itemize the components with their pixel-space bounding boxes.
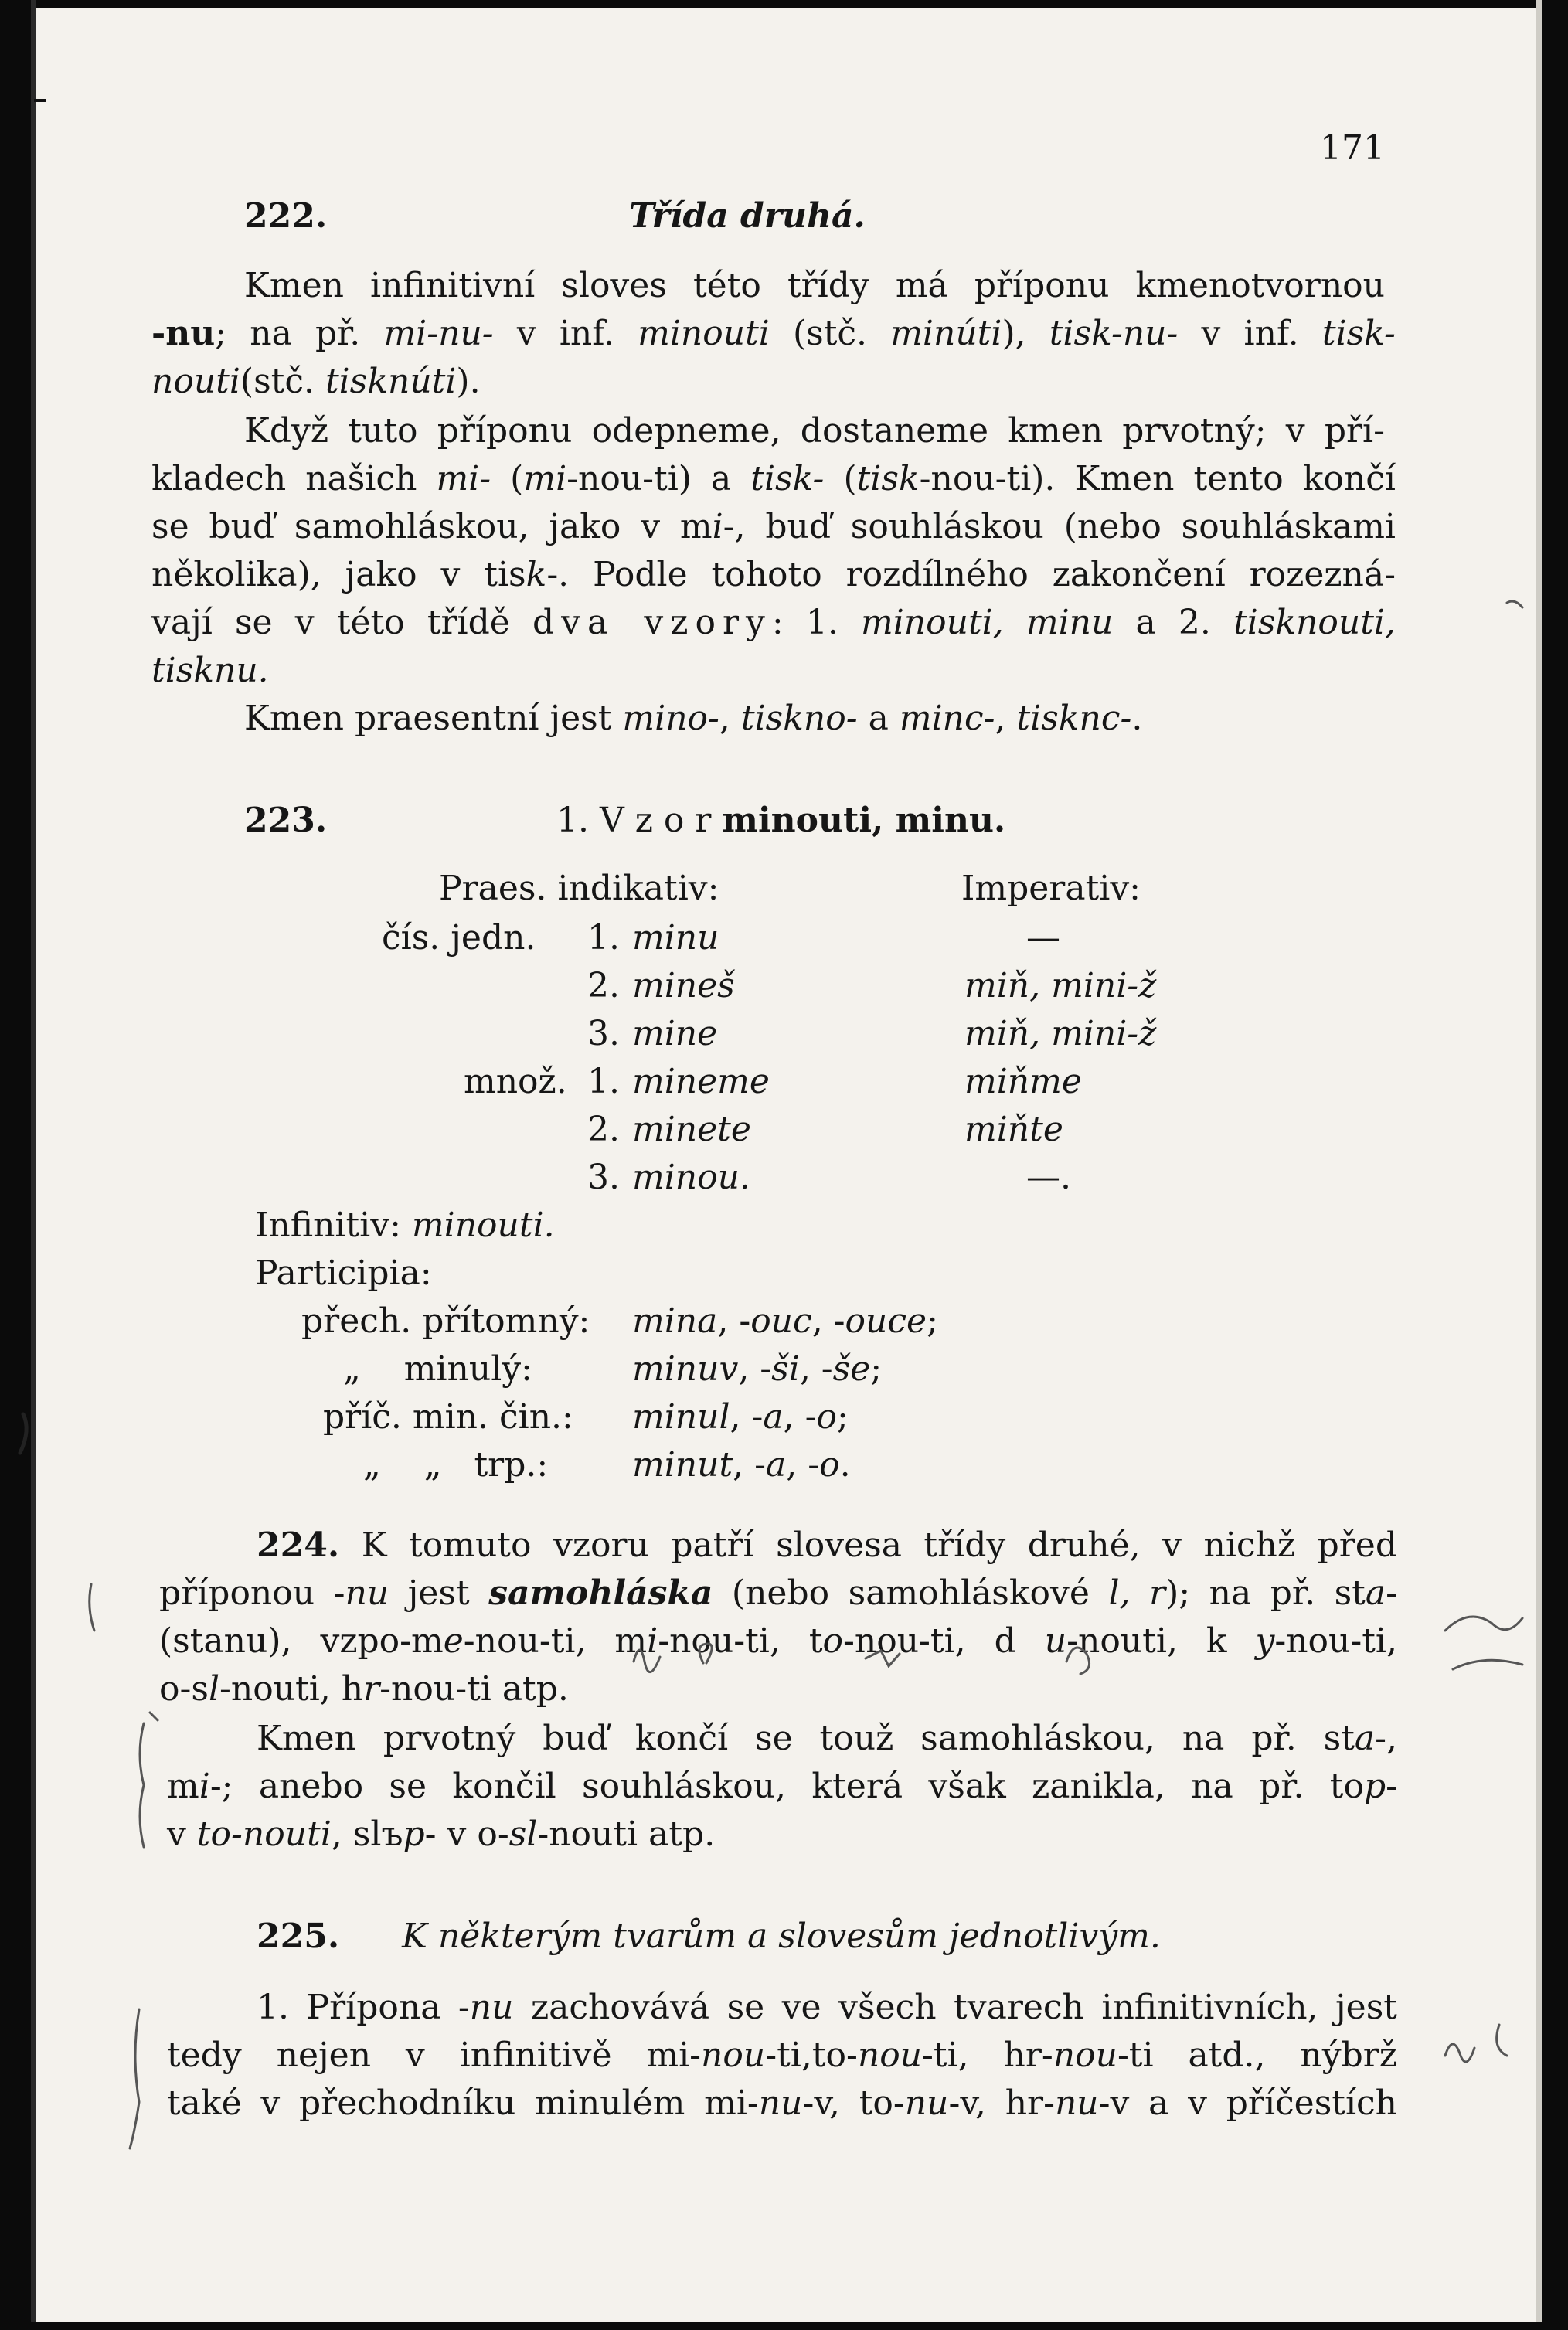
text: minu xyxy=(1025,603,1114,642)
text: p xyxy=(1363,1767,1386,1806)
page-number: 171 xyxy=(1320,128,1385,168)
text: Kmen praesentní jest xyxy=(244,699,612,738)
text: (stanu), vzpo-m xyxy=(159,1621,444,1661)
row-imperative: —. xyxy=(1026,1158,1071,1197)
row-form: mineš xyxy=(632,966,735,1005)
text: minut xyxy=(632,1445,733,1485)
pencil-mark xyxy=(130,2009,139,2148)
pencil-mark xyxy=(634,1650,660,1672)
section-225-title: K některým tvarům a slovesům jednotlivým. xyxy=(402,1917,1161,1956)
s222-suffix-nu: -nu xyxy=(151,314,216,353)
infinitiv-label: Infinitiv: xyxy=(255,1206,401,1245)
text: y xyxy=(1255,1621,1275,1661)
text: nu xyxy=(1054,2083,1099,2123)
text: , - xyxy=(738,1349,772,1389)
pencil-mark xyxy=(1445,1617,1522,1631)
text: ouce xyxy=(845,1301,927,1341)
section-223-number: 223. xyxy=(244,801,328,840)
text: tisk- xyxy=(750,459,825,498)
text: : 1. xyxy=(771,603,838,642)
text: (stč. xyxy=(792,314,868,353)
text: ( xyxy=(510,459,524,498)
s222-p1-line1: Kmen infinitivní sloves této třídy má příponu kmenotvornou xyxy=(244,266,1385,305)
text: a xyxy=(868,699,889,738)
text: - v o- xyxy=(424,1815,509,1854)
text: -, buď souhláskou (nebo souhláskami xyxy=(723,507,1396,546)
text: vají se v této třídě xyxy=(151,603,510,642)
participle-label: „ „ trp.: xyxy=(363,1445,549,1485)
text: ; xyxy=(836,1397,849,1437)
text: a xyxy=(766,1445,787,1485)
pencil-mark xyxy=(140,1723,144,1847)
row-form: mineme xyxy=(632,1062,770,1101)
text: v inf. xyxy=(1201,314,1299,353)
section-222-title: Třída druhá. xyxy=(629,196,866,236)
text: (nebo samohláskové xyxy=(731,1573,1090,1613)
section-225-number: 225. xyxy=(257,1917,340,1956)
text: tiskno- xyxy=(740,699,858,738)
text: -nou-ti, t xyxy=(658,1621,823,1661)
text: ; na př. xyxy=(215,314,361,353)
row-imperative: miň, mini-ž xyxy=(964,1014,1157,1053)
participle-label: přech. přítomný: xyxy=(301,1301,590,1341)
text: minouti, minu. xyxy=(722,801,1006,840)
text: mi xyxy=(523,459,567,498)
pencil-mark xyxy=(1507,601,1522,607)
text: m xyxy=(167,1767,199,1806)
text: i xyxy=(199,1767,210,1806)
text: -nou-ti). Kmen tento končí xyxy=(919,459,1396,498)
pencil-mark xyxy=(150,1713,158,1720)
text: r xyxy=(363,1669,380,1709)
text: -nou-ti) a xyxy=(566,459,732,498)
text: ); na př. st xyxy=(1165,1573,1366,1613)
text: l, r xyxy=(1108,1573,1166,1613)
text: - xyxy=(1386,1573,1397,1613)
text: ; xyxy=(870,1349,883,1389)
text: -. Podle tohoto rozdílného zakončení rozezná- xyxy=(546,555,1396,594)
row-imperative: miň, mini-ž xyxy=(964,966,1157,1005)
row-number: 3. xyxy=(587,1158,620,1197)
text: nu xyxy=(345,1573,389,1613)
row-number: 3. xyxy=(587,1014,620,1053)
text: tisknúti xyxy=(325,362,457,401)
text: - xyxy=(1386,1767,1397,1806)
text: ( xyxy=(843,459,857,498)
participle-label: příč. min. čin.: xyxy=(323,1397,573,1437)
text: nu xyxy=(758,2083,803,2123)
text: mi- xyxy=(436,459,491,498)
text: minul xyxy=(632,1397,730,1437)
text: K tomuto vzoru patří slovesa třídy druhé, v nichž před xyxy=(361,1526,1397,1565)
text: o-s xyxy=(159,1669,209,1709)
pencil-mark xyxy=(1453,1660,1522,1669)
text: (stč. xyxy=(240,362,315,401)
text: -nou-ti, m xyxy=(463,1621,648,1661)
text: še xyxy=(832,1349,871,1389)
text: i xyxy=(647,1621,658,1661)
text: nou xyxy=(857,2036,923,2075)
text: . xyxy=(839,1445,851,1485)
row-imperative: — xyxy=(1026,918,1060,958)
text: minc- xyxy=(899,699,995,738)
row-label: čís. jedn. xyxy=(382,918,536,958)
text: jest xyxy=(407,1573,470,1613)
text: příponou - xyxy=(159,1573,345,1613)
text: -ti, xyxy=(765,2036,812,2075)
text: ). xyxy=(456,362,481,401)
text: minouti xyxy=(638,314,770,353)
text: -v, to- xyxy=(802,2083,905,2123)
text: -nouti, h xyxy=(219,1669,364,1709)
text: , - xyxy=(811,1301,845,1341)
row-number: 1. xyxy=(587,1062,620,1101)
pencil-mark xyxy=(1066,1648,1090,1674)
text: o xyxy=(822,1621,844,1661)
row-imperative: miňte xyxy=(964,1110,1063,1149)
text: . xyxy=(1131,699,1143,738)
text: tedy nejen v infinitivě mi- xyxy=(167,2036,702,2075)
text: v inf. xyxy=(516,314,614,353)
s222-p2-line6: tisknu. xyxy=(151,651,269,690)
text: mina xyxy=(632,1301,718,1341)
participia-label: Participia: xyxy=(255,1253,432,1293)
text: , xyxy=(719,699,730,738)
row-form: mine xyxy=(632,1014,718,1053)
row-label: množ. xyxy=(464,1062,567,1101)
text: , slъ xyxy=(331,1815,403,1854)
text: kladech našich xyxy=(151,459,417,498)
text: minúti xyxy=(890,314,1002,353)
text: tisk xyxy=(856,459,920,498)
text: -v, hr- xyxy=(948,2083,1055,2123)
row-imperative: miňme xyxy=(964,1062,1082,1101)
text: a xyxy=(1365,1573,1386,1613)
text: a xyxy=(1354,1719,1376,1758)
text: l xyxy=(208,1669,220,1709)
text: sl xyxy=(508,1815,538,1854)
row-number: 2. xyxy=(587,966,620,1005)
text: to- xyxy=(811,2036,858,2075)
text: to-nouti xyxy=(196,1815,332,1854)
text: mi-nu- xyxy=(383,314,494,353)
text: tisknouti, xyxy=(1233,603,1396,642)
text: -nou-ti, d xyxy=(843,1621,1016,1661)
row-form: minou. xyxy=(632,1158,750,1197)
text: nou xyxy=(701,2036,766,2075)
pencil-mark xyxy=(866,1651,900,1666)
row-form: minu xyxy=(632,918,719,958)
row-number: 2. xyxy=(587,1110,620,1149)
text: -nouti, k xyxy=(1066,1621,1227,1661)
text: u xyxy=(1044,1621,1067,1661)
text: mino- xyxy=(622,699,719,738)
text: -v a v příčestích xyxy=(1098,2083,1398,2123)
text: , - xyxy=(733,1445,766,1485)
text: , - xyxy=(717,1301,751,1341)
pencil-mark xyxy=(1445,2044,1474,2062)
text: tisk-nu- xyxy=(1049,314,1179,353)
pencil-mark xyxy=(20,1414,26,1453)
col-praes-heading: Praes. indikativ: xyxy=(439,869,719,908)
text: zachovává se ve všech tvarech infinitivních, jest xyxy=(531,1988,1397,2027)
text: ), xyxy=(1002,314,1026,353)
row-number: 1. xyxy=(587,918,620,958)
text: 1. Přípona - xyxy=(257,1988,470,2027)
text: Kmen prvotný buď končí se touž samohláskou, na př. st xyxy=(257,1719,1355,1758)
text: -, xyxy=(1375,1719,1397,1758)
text: nu xyxy=(469,1988,514,2027)
text: -ti, hr- xyxy=(922,2036,1053,2075)
text: také v přechodníku minulém mi- xyxy=(167,2083,759,2123)
text: -nouti atp. xyxy=(537,1815,716,1854)
col-imper-heading: Imperativ: xyxy=(961,869,1141,908)
text: v xyxy=(167,1815,186,1854)
text: o xyxy=(816,1397,837,1437)
spaced-text-dva-vzory: dva vzory xyxy=(532,603,772,642)
text: 1. V z o r xyxy=(556,801,712,840)
text: tisk- xyxy=(1321,314,1396,353)
text: -nou-ti atp. xyxy=(379,1669,569,1709)
text: nouti xyxy=(151,362,240,401)
text: minouti, xyxy=(860,603,1004,642)
text: minuv xyxy=(632,1349,739,1389)
text: i xyxy=(712,507,723,546)
text: ši xyxy=(771,1349,800,1389)
text: o xyxy=(819,1445,840,1485)
text: nu xyxy=(904,2083,949,2123)
text: ; xyxy=(927,1301,938,1341)
infinitiv-value: minouti. xyxy=(411,1206,555,1245)
text: , - xyxy=(730,1397,764,1437)
section-222-number: 222. xyxy=(244,196,328,236)
text: a 2. xyxy=(1135,603,1211,642)
text: -ti atd., nýbrž xyxy=(1117,2036,1397,2075)
row-form: minete xyxy=(632,1110,751,1149)
text: -nou-ti, xyxy=(1274,1621,1397,1661)
text: a xyxy=(763,1397,784,1437)
participle-label: „ minulý: xyxy=(343,1349,532,1389)
text: samohláska xyxy=(488,1573,713,1613)
pencil-mark xyxy=(699,1644,712,1663)
text: e xyxy=(443,1621,464,1661)
pencil-mark xyxy=(90,1584,94,1631)
pencil-mark xyxy=(1497,2025,1507,2056)
text: -; anebo se končil souhláskou, která však zanikla, na př. to xyxy=(209,1767,1364,1806)
text: p xyxy=(403,1815,425,1854)
text: několika), jako v tis xyxy=(151,555,526,594)
text: nou xyxy=(1053,2036,1117,2075)
text: , - xyxy=(799,1349,833,1389)
text: se buď samohláskou, jako v m xyxy=(151,507,713,546)
text: , - xyxy=(783,1397,817,1437)
text: k xyxy=(526,555,547,594)
text: tisknc- xyxy=(1016,699,1132,738)
text: ouc xyxy=(750,1301,812,1341)
s222-p2-line1: Když tuto příponu odepneme, dostaneme kmen prvotný; v pří- xyxy=(244,411,1385,451)
section-224-number: 224. xyxy=(257,1526,340,1565)
text: , xyxy=(995,699,1006,738)
text: , - xyxy=(786,1445,820,1485)
